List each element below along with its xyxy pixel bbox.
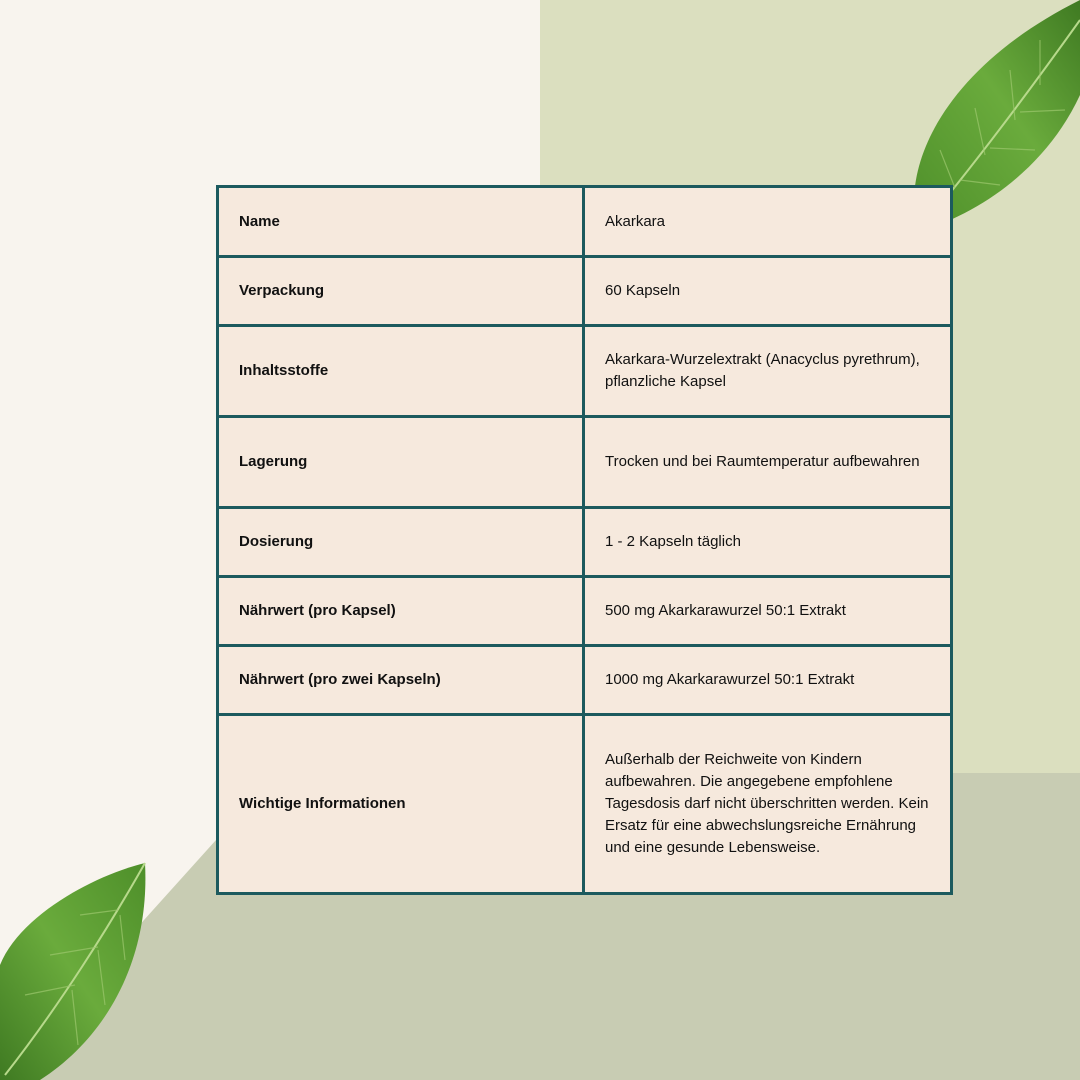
row-value: 500 mg Akarkarawurzel 50:1 Extrakt	[584, 577, 952, 646]
table-row	[218, 326, 952, 417]
row-label: Verpackung	[218, 257, 584, 326]
row-value: Trocken und bei Raumtemperatur aufbewahren	[584, 417, 952, 508]
row-value: 60 Kapseln	[584, 257, 952, 326]
row-label: Dosierung	[218, 508, 584, 577]
row-label: Name	[218, 187, 584, 257]
table-row	[218, 715, 952, 894]
row-label: Inhaltsstoffe	[218, 326, 584, 417]
row-value: Akarkara	[584, 187, 952, 257]
row-value: Außerhalb der Reichweite von Kindern aufbewahren. Die angegebene empfohlene Tagesdosis darf nicht überschritten werden. Kein Ersatz für eine abwechslungsreiche Ernährung und eine gesunde Lebensweise.	[584, 715, 952, 894]
row-label: Nährwert (pro zwei Kapseln)	[218, 646, 584, 715]
row-label: Wichtige Informationen	[218, 715, 584, 894]
product-info-table	[216, 185, 953, 895]
table-row	[218, 508, 952, 577]
row-value: Akarkara-Wurzelextrakt (Anacyclus pyrethrum), pflanzliche Kapsel	[584, 326, 952, 417]
row-value: 1 - 2 Kapseln täglich	[584, 508, 952, 577]
leaf-icon	[0, 855, 160, 1080]
row-label: Nährwert (pro Kapsel)	[218, 577, 584, 646]
table-row	[218, 577, 952, 646]
table-row	[218, 257, 952, 326]
table-row	[218, 646, 952, 715]
row-label: Lagerung	[218, 417, 584, 508]
table-row	[218, 187, 952, 257]
row-value: 1000 mg Akarkarawurzel 50:1 Extrakt	[584, 646, 952, 715]
table-row	[218, 417, 952, 508]
